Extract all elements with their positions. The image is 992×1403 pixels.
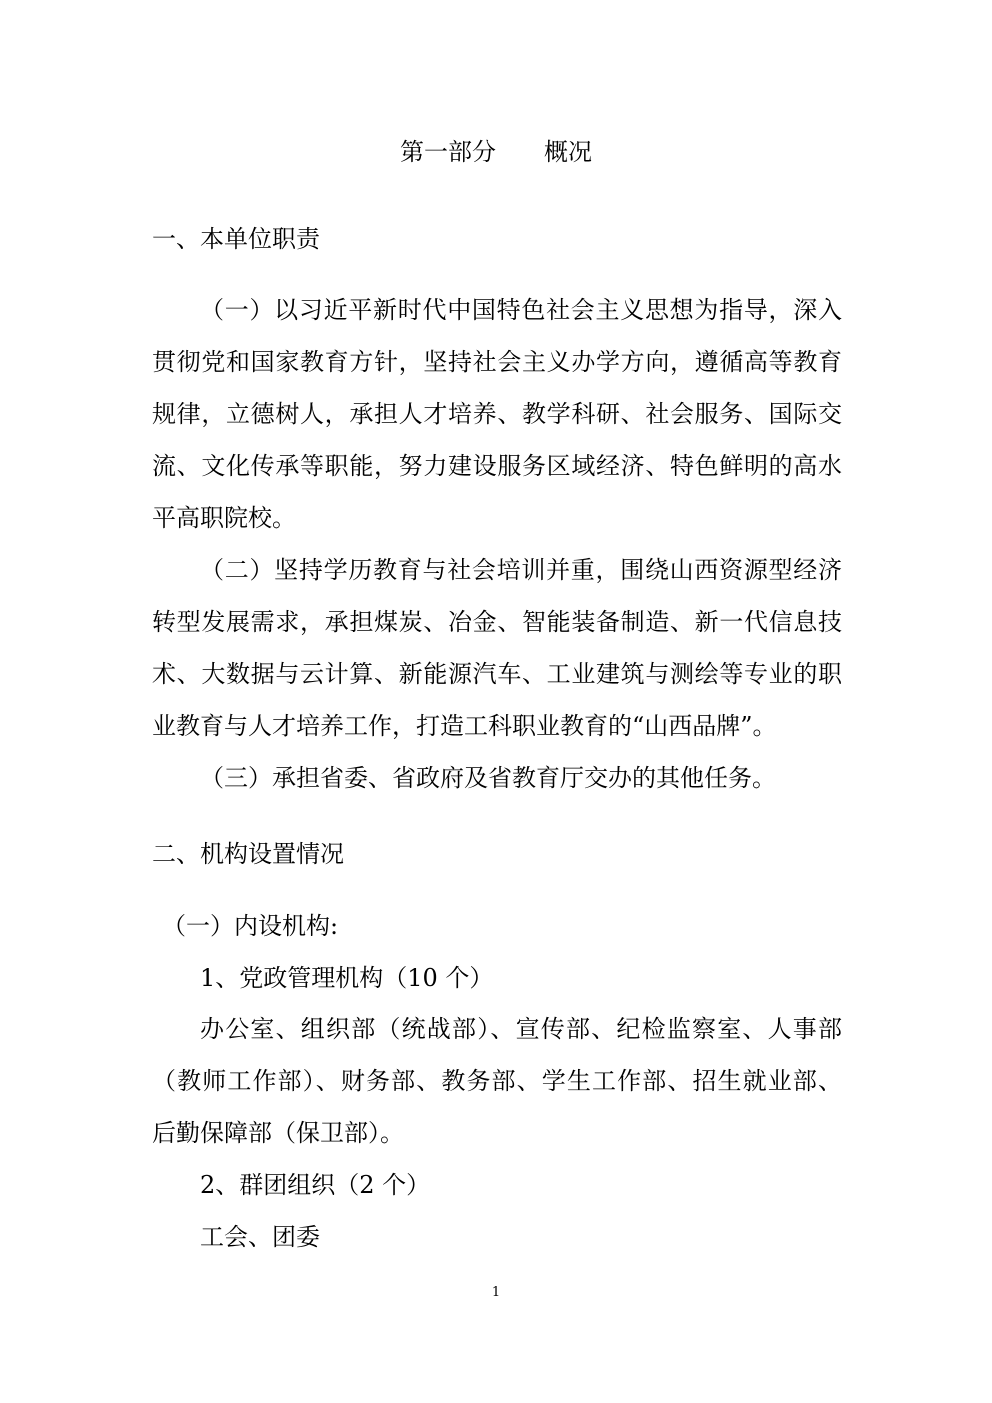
text-line: （二）坚持学历教育与社会培训并重，围绕山西资源型经济: [200, 556, 842, 584]
text-line: （教师工作部）、财务部、教务部、学生工作部、招生就业部、: [152, 1067, 842, 1095]
text-line: 业教育与人才培养工作，打造工科职业教育的“山西品牌”。: [152, 712, 777, 740]
text-line: 平高职院校。: [152, 504, 296, 532]
subsection-internal-institutions: （一）内设机构:: [162, 912, 339, 940]
paragraph-duties-2: [152, 544, 842, 752]
text-line: 贯彻党和国家教育方针，坚持社会主义办学方向，遵循高等教育: [152, 348, 842, 376]
page-title: 第一部分 概况: [400, 138, 592, 166]
paragraph-duties-1: [152, 284, 842, 544]
text-line: （一）以习近平新时代中国特色社会主义思想为指导，深入: [200, 296, 842, 324]
section-heading-1: 一、本单位职责: [152, 225, 320, 253]
text-line: 流、文化传承等职能，努力建设服务区域经济、特色鲜明的高水: [152, 452, 842, 480]
page-number: 1: [491, 1285, 501, 1300]
text-line: 转型发展需求，承担煤炭、冶金、智能装备制造、新一代信息技: [152, 608, 842, 636]
paragraph-duties-3: [152, 752, 842, 804]
text-line: （三）承担省委、省政府及省教育厅交办的其他任务。: [200, 764, 776, 792]
item-mass-org-title: 2、群团组织（2 个）: [200, 1171, 431, 1199]
item-party-admin-title: 1、党政管理机构（10 个）: [200, 964, 494, 992]
text-line: 后勤保障部（保卫部）。: [152, 1119, 404, 1147]
text-line: 术、大数据与云计算、新能源汽车、工业建筑与测绘等专业的职: [152, 660, 842, 688]
section-heading-2: 二、机构设置情况: [152, 840, 344, 868]
text-line: 规律，立德树人，承担人才培养、教学科研、社会服务、国际交: [152, 400, 842, 428]
paragraph-party-admin-list: [152, 1003, 842, 1159]
text-line: 办公室、组织部（统战部）、宣传部、纪检监察室、人事部: [200, 1015, 842, 1043]
item-mass-org-list: 工会、团委: [200, 1223, 320, 1251]
